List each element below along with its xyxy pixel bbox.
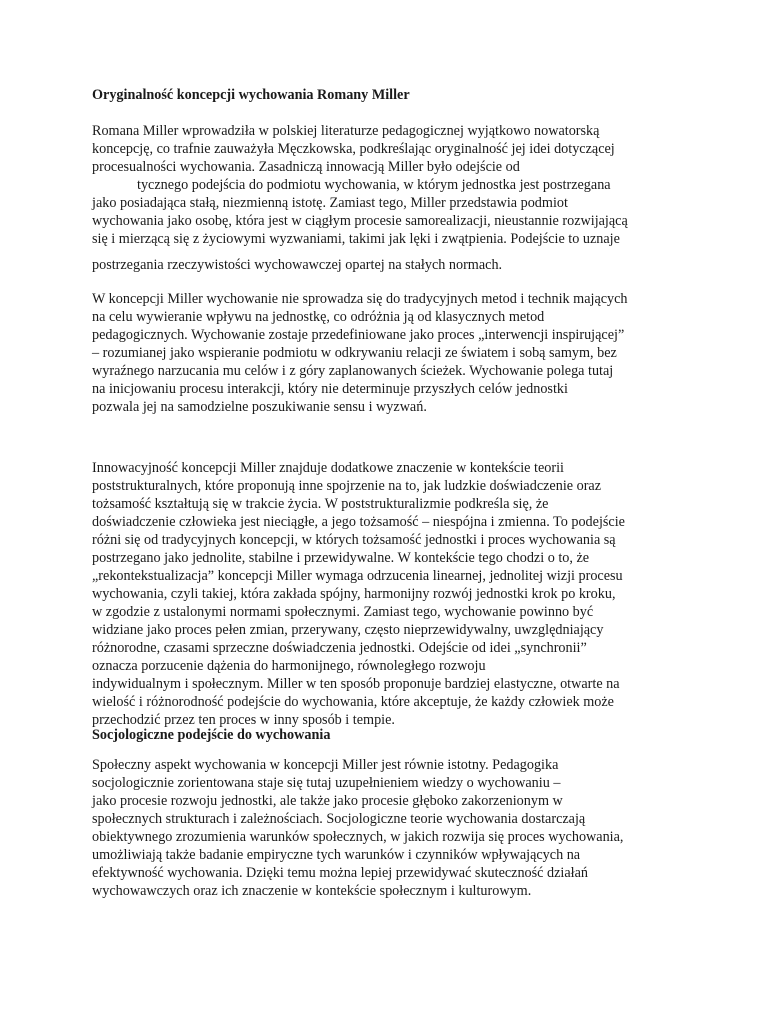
paragraph-4-line: widziane jako proces pełen zmian, przerywany, często nieprzewidywalny, uwzględniający [92,622,604,638]
paragraph-4-line: poststrukturalnych, które proponują inne spojrzenie na to, jak ludzkie doświadczenie oraz [92,478,602,494]
paragraph-5-line: obiektywnego zrozumienia warunków społecznych, w jakich rozwija się proces wychowania, [92,829,624,845]
paragraph-4-line: wychowania, czyli takiej, która zakłada spójny, harmonijny rozwój jednostki krok po kroku, [92,586,616,602]
paragraph-4-line: różnorodne, czasami sprzeczne doświadczenia jednostki. Odejście od idei „synchronii” [92,640,587,656]
paragraph-3-line: wyraźnego narzucania mu celów i z góry zaplanowanych ścieżek. Wychowanie polega tutaj [92,363,614,379]
paragraph-4-line: w zgodzie z ustalonymi normami społecznymi. Zamiast tego, wychowanie powinno być [92,604,594,620]
paragraph-3-line: pedagogicznych. Wychowanie zostaje przedefiniowane jako proces „interwencji inspirującej” [92,327,625,343]
paragraph-3-line: na inicjowaniu procesu interakcji, który nie determinuje przyszłych celów jednostki [92,381,568,397]
paragraph-4-line: oznacza porzucenie dążenia do harmonijnego, równoległego rozwoju [92,658,486,674]
paragraph-3-line: – rozumianej jako wspieranie podmiotu w odkrywaniu relacji ze światem i sobą samym, bez [92,345,617,361]
paragraph-1-line: jako posiadająca stałą, niezmienną istotę. Zamiast tego, Miller przedstawia podmiot [92,195,568,211]
paragraph-4-line: wielość i różnorodność podejście do wychowania, które akceptuje, że każdy człowiek może [92,694,614,710]
document-title: Oryginalność koncepcji wychowania Romany Miller [92,87,410,103]
paragraph-5-line: efektywność wychowania. Dzięki temu można lepiej przewidywać skuteczność działań [92,865,588,881]
paragraph-5-line: społecznych strukturach i zależnościach. Socjologiczne teorie wychowania dostarczają [92,811,586,827]
paragraph-5-line: Społeczny aspekt wychowania w koncepcji Miller jest równie istotny. Pedagogika [92,757,559,773]
paragraph-4-line: doświadczenie człowieka jest nieciągłe, a jego tożsamość – niespójna i zmienna. To podejście [92,514,625,530]
section-subheading: Socjologiczne podejście do wychowania [92,727,331,743]
paragraph-4-line: różni się od tradycyjnych koncepcji, w których tożsamość jednostki i proces wychowania są [92,532,616,548]
paragraph-2-line: postrzegania rzeczywistości wychowawczej opartej na stałych normach. [92,257,503,273]
paragraph-1-line: Romana Miller wprowadziła w polskiej literaturze pedagogicznej wyjątkowo nowatorską [92,123,600,139]
paragraph-1-line: tycznego podejścia do podmiotu wychowania, w którym jednostka jest postrzegana [137,177,611,193]
paragraph-5-line: wychowawczych oraz ich znaczenie w kontekście społecznym i kulturowym. [92,883,532,899]
paragraph-5-line: socjologicznie zorientowana staje się tutaj uzupełnieniem wiedzy o wychowaniu – [92,775,561,791]
paragraph-1-line: wychowania jako osobę, która jest w ciągłym procesie samorealizacji, nieustannie rozwijającą [92,213,628,229]
paragraph-1-line: się i mierzącą się z życiowymi wyzwaniami, takimi jak lęki i zwątpienia. Podejście to uznaje [92,231,620,247]
paragraph-4-line: tożsamość kształtują się w trakcie życia. W poststrukturalizmie podkreśla się, że [92,496,549,512]
paragraph-1-line: procesualności wychowania. Zasadniczą innowacją Miller było odejście od [92,159,520,175]
paragraph-4-line: Innowacyjność koncepcji Miller znajduje dodatkowe znaczenie w kontekście teorii [92,460,564,476]
paragraph-4-line: przechodzić przez ten proces w inny sposób i tempie. [92,712,395,728]
paragraph-5-line: umożliwiają także badanie empiryczne tych warunków i czynników wpływających na [92,847,581,863]
paragraph-4-line: indywidualnym i społecznym. Miller w ten sposób proponuje bardziej elastyczne, otwarte na [92,676,620,692]
paragraph-3-line: pozwala jej na samodzielne poszukiwanie sensu i wyzwań. [92,399,427,415]
paragraph-1-line: koncepcję, co trafnie zauważyła Męczkowska, podkreślając oryginalność jej idei dotyczącej [92,141,615,157]
paragraph-3-line: W koncepcji Miller wychowanie nie sprowadza się do tradycyjnych metod i technik mających [92,291,628,307]
paragraph-4-line: postrzegano jako jednolite, stabilne i przewidywalne. W kontekście tego chodzi o to, że [92,550,590,566]
paragraph-5-line: jako procesie rozwoju jednostki, ale także jako procesie głęboko zakorzenionym w [92,793,563,809]
paragraph-3-line: na celu wywieranie wpływu na jednostkę, co odróżnia ją od klasycznych metod [92,309,545,325]
paragraph-4-line: „rekontekstualizacja” koncepcji Miller wymaga odrzucenia linearnej, jednolitej wizji procesu [92,568,623,584]
